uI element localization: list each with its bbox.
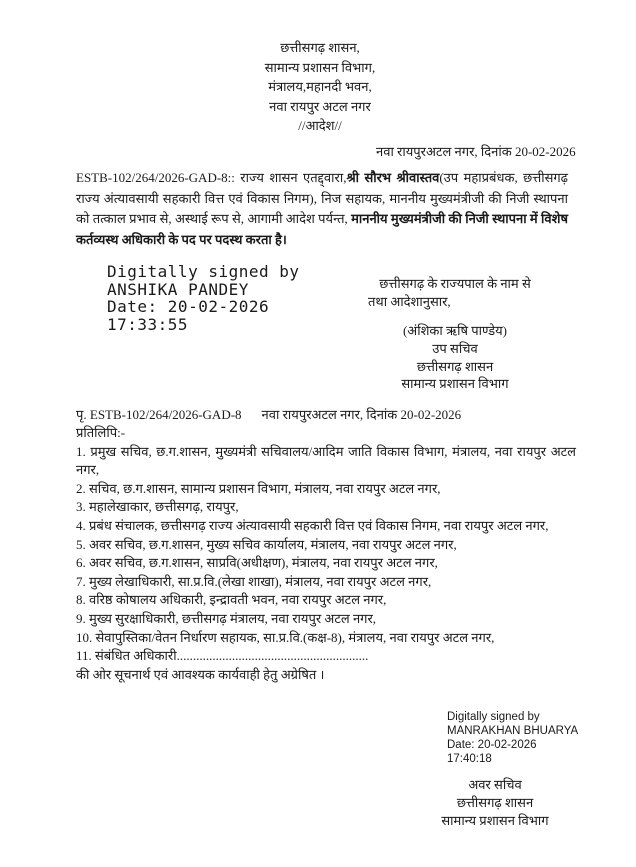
signatory-name: (अंशिका ऋषि पाण्डेय)	[402, 323, 508, 338]
list-item: 7. मुख्य लेखाधिकारी, सा.प्र.वि.(लेखा शाखा), मंत्रालय, नवा रायपुर अटल नगर,	[76, 573, 432, 589]
copy-ref-number: पृ. ESTB-102/264/2026-GAD-8	[76, 407, 242, 422]
copy-list	[76, 424, 576, 684]
letterhead-line: नवा रायपुर अटल नगर	[269, 98, 371, 114]
letterhead-line: मंत्रालय,महानदी भवन,	[268, 79, 372, 94]
list-item: 3. महालेखाकार, छत्तीसगढ़, रायपुर,	[76, 499, 239, 515]
list-item: 1. प्रमुख सचिव, छ.ग.शासन, मुख्यमंत्री सचिवालय/आदिम जाति विकास विभाग, मंत्रालय, नवा रायपुर अटल नगर,	[76, 443, 576, 478]
signature-line: 17:40:18	[447, 753, 492, 765]
order-ref: ESTB-102/264/2026-GAD-8::	[76, 170, 235, 185]
letterhead	[220, 38, 420, 136]
list-item: 10. सेवापुस्तिका/वेतन निर्धारण सहायक, सा.प्र.वि.(कक्ष-8), मंत्रालय, नवा रायपुर अटल नगर,	[76, 629, 495, 645]
signatory-designation: छत्तीसगढ़ शासन	[456, 795, 534, 810]
signature-line: ANSHIKA PANDEY	[107, 279, 249, 299]
list-item: 8. वरिष्ठ कोषालय अधिकारी, इन्द्रावती भवन, नवा रायपुर अटल नगर,	[76, 592, 387, 608]
signatory-designation: छत्तीसगढ़ शासन	[416, 358, 494, 374]
letterhead-line: छत्तीसगढ़ शासन,	[280, 40, 360, 55]
signatory-designation: सामान्य प्रशासन विभाग	[401, 376, 509, 392]
copy-closing: की ओर सूचनार्थ एवं आवश्यक कार्यवाही हेतु अग्रेषित ।	[76, 666, 325, 682]
order-text: (उप महाप्रबंधक, छत्तीसगढ़ राज्य अंत्यावसायी सहकारी वित्त एवं विकास निगम), निज सहायक, माननीय मुख्यमंत्रीजी की निजी स्थापना को तत्काल प्रभाव से, अस्थाई रूप से, आगामी आदेश पर्यन्त,	[76, 170, 569, 226]
list-item: 6. अवर सचिव, छ.ग.शासन, साप्रवि(अधीक्षण), मंत्रालय, नवा रायपुर अटल नगर,	[76, 555, 438, 571]
list-item: 11. संबंधित अधिकारी...........................................................	[76, 648, 369, 664]
signature-line: MANRAKHAN BHUARYA	[447, 725, 579, 737]
copy-ref-date: नवा रायपुरअटल नगर, दिनांक 20-02-2026	[261, 407, 462, 422]
list-item: 9. मुख्य सुरक्षाधिकारी, छत्तीसगढ़ मंत्रालय, नवा रायपुर अटल नगर,	[76, 610, 377, 626]
signature-line: Digitally signed by	[447, 711, 540, 723]
signatory-designation: सामान्य प्रशासन विभाग	[441, 813, 549, 828]
digital-signature-stamp	[107, 263, 300, 333]
order-paragraph	[76, 168, 568, 250]
digital-signature-stamp-2	[447, 710, 578, 766]
signature-line: 17:33:55	[107, 314, 189, 334]
authority-line: छत्तीसगढ़ के राज्यपाल के नाम से	[379, 276, 531, 291]
list-item: 5. अवर सचिव, छ.ग.शासन, मुख्य सचिव कार्यालय, मंत्रालय, नवा रायपुर अटल नगर,	[76, 536, 457, 552]
authority-line: तथा आदेशानुसार,	[368, 293, 451, 309]
list-item: 2. सचिव, छ.ग.शासन, सामान्य प्रशासन विभाग, मंत्रालय, नवा रायपुर अटल नगर,	[76, 480, 441, 496]
signatory-block-2	[420, 776, 570, 830]
order-text: राज्य शासन एतद्द्वारा,	[234, 170, 347, 185]
authority-block	[340, 275, 570, 310]
signature-line: Digitally signed by	[107, 262, 300, 281]
list-item: 4. प्रबंध संचालक, छत्तीसगढ़ राज्य अंत्यावसायी सहकारी वित्त एवं विकास निगम, नवा रायपुर अटल नगर,	[76, 517, 549, 533]
signatory-designation: अवर सचिव	[468, 777, 522, 792]
signatory-designation: उप सचिव	[432, 340, 478, 356]
order-title: //आदेश//	[298, 118, 342, 133]
copy-heading: प्रतिलिपि:-	[76, 425, 126, 440]
order-text-bold: माननीय मुख्यमंत्रीजी की निजी स्थापना में विशेष कर्तव्यस्थ अधिकारी के पद पर पदस्थ करता है।	[76, 211, 568, 247]
copy-reference	[76, 405, 461, 423]
signature-line: Date: 20-02-2026	[447, 739, 537, 751]
officer-name: श्री सौरभ श्रीवास्तव	[346, 170, 440, 185]
order-date: नवा रायपुरअटल नगर, दिनांक 20-02-2026	[376, 144, 576, 159]
letterhead-line: सामान्य प्रशासन विभाग,	[264, 59, 376, 75]
signatory-block	[340, 322, 570, 393]
signature-line: Date: 20-02-2026	[107, 297, 270, 316]
